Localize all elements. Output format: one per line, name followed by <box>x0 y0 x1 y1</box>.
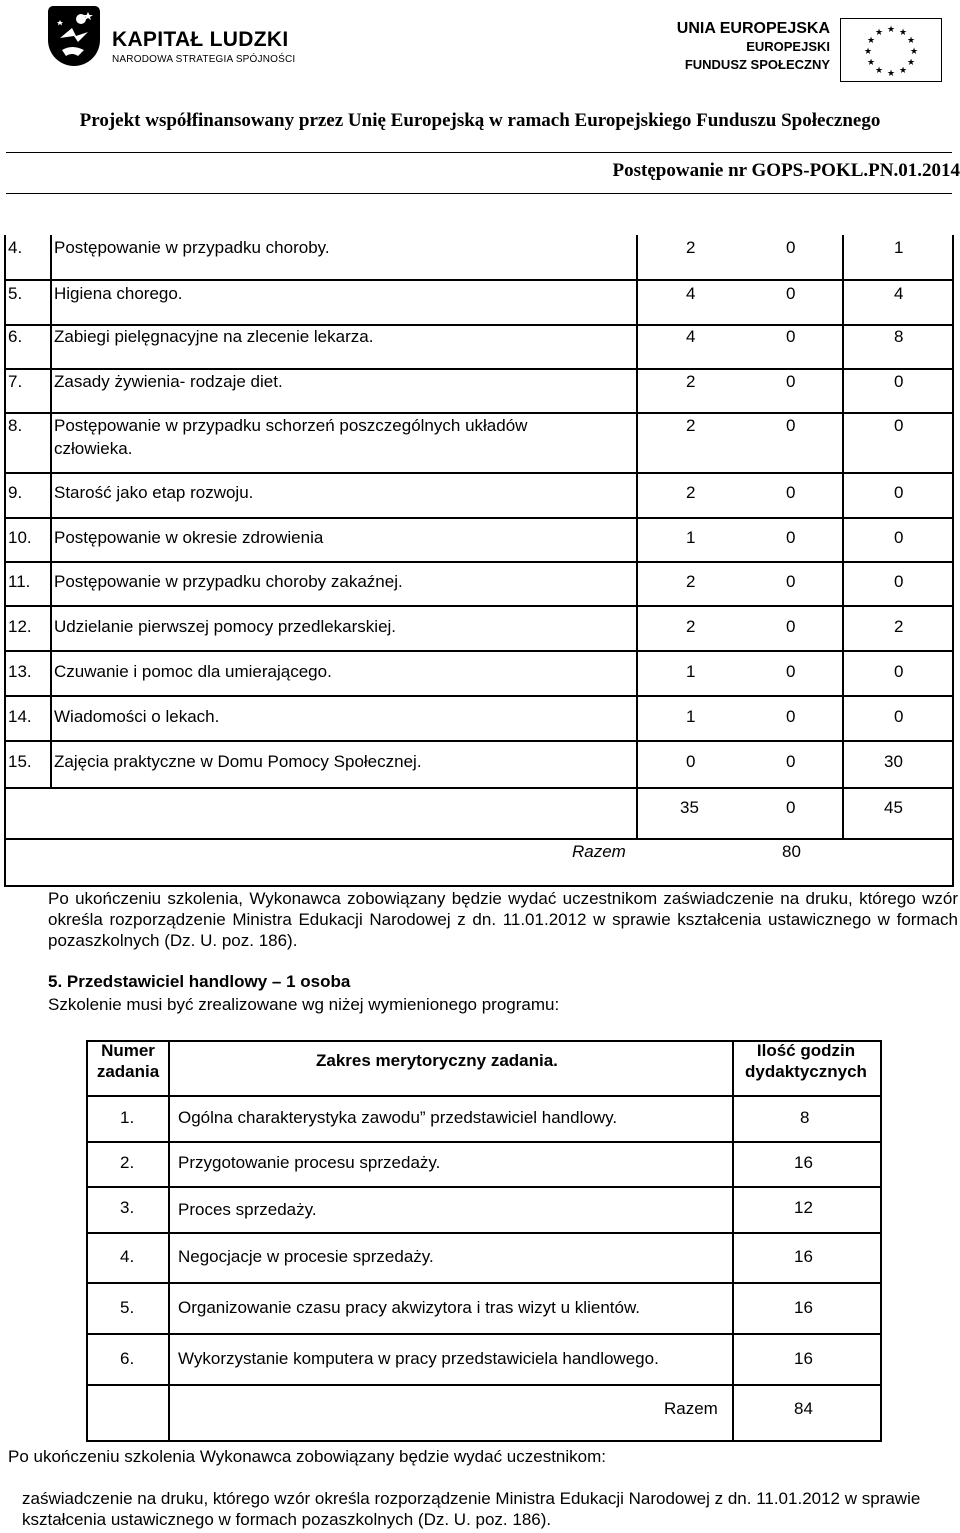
kapital-ludzki-subtitle: NARODOWA STRATEGIA SPÓJNOŚCI <box>112 54 296 65</box>
header-hours: Ilość godzin <box>756 1041 856 1060</box>
row-value-a: 2 <box>686 416 696 435</box>
eu-flag-icon <box>840 18 942 82</box>
row-topic: Postępowanie w okresie zdrowienia <box>54 528 324 547</box>
row-topic: Starość jako etap rozwoju. <box>54 483 254 502</box>
row-topic-continued: człowieka. <box>54 439 133 458</box>
row-value-c: 0 <box>894 528 904 547</box>
total-value: 84 <box>794 1399 813 1418</box>
row-value-b: 0 <box>786 617 796 636</box>
table-row-border <box>4 650 954 652</box>
svg-text:★: ★ <box>874 66 884 76</box>
row-value-c: 4 <box>894 284 904 303</box>
table-row-border <box>86 1095 882 1097</box>
subtotal-b: 0 <box>786 798 796 817</box>
row-topic: Higiena chorego. <box>54 284 183 303</box>
row-number: 10. <box>8 528 32 547</box>
table-row-border <box>4 517 954 519</box>
svg-text:★: ★ <box>863 47 873 57</box>
certificate-note: Po ukończeniu szkolenia, Wykonawca zobowiązany będzie wydać uczestnikom zaświadczenie na druku, którego wzór określa rozporządzenie Ministra Edukacji Narodowej z dn. 11.01.2012 w sprawie kształcenia ustawicznego w formach pozaszkolnych (Dz. U. poz. 186). <box>48 889 958 950</box>
header-number-2: zadania <box>96 1062 160 1081</box>
row-number: 6. <box>8 327 23 346</box>
table-row-border <box>4 472 954 474</box>
row-value-a: 1 <box>686 662 696 681</box>
row-value-c: 0 <box>894 416 904 435</box>
row-value-c: 0 <box>894 662 904 681</box>
row-value-c: 30 <box>884 752 903 771</box>
svg-text:★: ★ <box>909 47 919 57</box>
row-value-a: 2 <box>686 483 696 502</box>
row-value-a: 2 <box>686 572 696 591</box>
row-topic: Zajęcia praktyczne w Domu Pomocy Społecznej. <box>54 752 422 771</box>
eu-logo-line3: FUNDUSZ SPOŁECZNY <box>684 57 830 72</box>
table-row-border <box>4 787 954 789</box>
row-value-a: 2 <box>686 617 696 636</box>
row-topic: Ogólna charakterystyka zawodu” przedstawiciel handlowy. <box>178 1108 618 1127</box>
header-divider <box>6 152 952 153</box>
row-number: 4. <box>8 238 23 257</box>
table-row-border <box>4 695 954 697</box>
table-row-border <box>86 1186 882 1188</box>
table-row-border <box>86 1282 882 1284</box>
row-number: 1. <box>120 1108 135 1127</box>
eu-logo-text <box>677 20 830 74</box>
row-value-b: 0 <box>786 483 796 502</box>
row-topic: Proces sprzedaży. <box>178 1200 317 1219</box>
row-hours: 8 <box>800 1108 810 1127</box>
header-hours-2: dydaktycznych <box>745 1062 867 1081</box>
eu-logo-line1: UNIA EUROPEJSKA <box>676 20 830 37</box>
row-topic: Wykorzystanie komputera w pracy przedstawiciela handlowego. <box>178 1349 659 1368</box>
table-border <box>732 1040 734 1442</box>
table-row-border <box>4 740 954 742</box>
kapital-ludzki-logo <box>40 4 300 70</box>
row-value-b: 0 <box>786 327 796 346</box>
svg-text:★: ★ <box>866 58 876 68</box>
svg-text:★: ★ <box>874 28 884 38</box>
svg-text:★: ★ <box>906 58 916 68</box>
sales-program-table <box>86 1040 882 1440</box>
row-value-b: 0 <box>786 752 796 771</box>
subtotal-a: 35 <box>680 798 699 817</box>
row-number: 5. <box>120 1298 135 1317</box>
header-topic: Zakres merytoryczny zadania. <box>316 1051 558 1070</box>
table-row-border <box>86 1141 882 1143</box>
row-number: 6. <box>120 1349 135 1368</box>
total-label: Razem <box>572 842 626 861</box>
row-topic: Postępowanie w przypadku choroby zakaźnej. <box>54 572 403 591</box>
table-row-border <box>86 1440 882 1442</box>
table-border <box>880 1040 882 1442</box>
svg-text:★: ★ <box>898 66 908 76</box>
total-label: Razem <box>664 1399 718 1418</box>
svg-text:★: ★ <box>906 36 916 46</box>
row-value-b: 0 <box>786 707 796 726</box>
row-topic: Zasady żywienia- rodzaje diet. <box>54 372 283 391</box>
header-number: Numer <box>101 1041 155 1060</box>
svg-text:★: ★ <box>886 25 896 35</box>
table-row-border <box>4 368 954 370</box>
row-number: 8. <box>8 416 23 435</box>
row-topic: Wiadomości o lekach. <box>54 707 220 726</box>
row-value-c: 2 <box>894 617 904 636</box>
row-value-a: 0 <box>686 752 696 771</box>
row-number: 2. <box>120 1153 135 1172</box>
row-topic: Postępowanie w przypadku schorzeń poszczególnych układów <box>54 416 528 435</box>
row-number: 15. <box>8 752 32 771</box>
row-topic: Organizowanie czasu pracy akwizytora i tras wizyt u klientów. <box>178 1298 641 1317</box>
footer-note-body: zaświadczenie na druku, którego wzór określa rozporządzenie Ministra Edukacji Narodowej z dn. 11.01.2012 w sprawie kształcenia ustawicznego w formach pozaszkolnych (Dz. U. poz. 186). <box>22 1489 921 1529</box>
row-number: 5. <box>8 284 23 303</box>
row-value-c: 0 <box>894 372 904 391</box>
table-row-border <box>86 1384 882 1386</box>
course-plan-table <box>6 235 956 887</box>
row-topic: Negocjacje w procesie sprzedaży. <box>178 1247 434 1266</box>
row-value-b: 0 <box>786 372 796 391</box>
total-value: 80 <box>782 842 801 861</box>
row-number: 11. <box>8 572 31 591</box>
header-title: Projekt współfinansowany przez Unię Europejską w ramach Europejskiego Funduszu Społecznego <box>79 110 881 131</box>
table-row-border <box>86 1232 882 1234</box>
row-topic: Postępowanie w przypadku choroby. <box>54 238 330 257</box>
table-border <box>86 1040 88 1442</box>
table-row-border <box>4 838 954 840</box>
row-value-b: 0 <box>786 572 796 591</box>
row-hours: 12 <box>794 1198 813 1217</box>
table-row-border <box>4 412 954 414</box>
row-value-a: 4 <box>686 327 696 346</box>
kapital-ludzki-title: KAPITAŁ LUDZKI <box>112 28 289 51</box>
row-number: 7. <box>8 372 23 391</box>
row-value-b: 0 <box>786 238 796 257</box>
row-value-a: 1 <box>686 707 696 726</box>
eu-logo <box>676 20 950 80</box>
row-value-b: 0 <box>786 284 796 303</box>
subtotal-c: 45 <box>884 798 903 817</box>
row-hours: 16 <box>794 1298 813 1317</box>
row-value-a: 1 <box>686 528 696 547</box>
table-row-border <box>4 279 954 281</box>
kapital-ludzki-emblem-icon <box>48 6 100 66</box>
eu-logo-line2: EUROPEJSKI <box>746 39 830 54</box>
svg-text:★: ★ <box>898 28 908 38</box>
row-value-c: 1 <box>894 238 904 257</box>
row-value-c: 8 <box>894 327 904 346</box>
table-border <box>168 1040 170 1442</box>
row-value-a: 2 <box>686 372 696 391</box>
procedure-number: Postępowanie nr GOPS-POKL.PN.01.2014 <box>612 160 960 181</box>
table-row-border <box>4 885 954 887</box>
row-topic: Udzielanie pierwszej pomocy przedlekarskiej. <box>54 617 397 636</box>
footer-note-intro: Po ukończeniu szkolenia Wykonawca zobowiązany będzie wydać uczestnikom: <box>8 1447 606 1466</box>
row-hours: 16 <box>794 1349 813 1368</box>
row-number: 13. <box>8 662 32 681</box>
row-topic: Zabiegi pielęgnacyjne na zlecenie lekarza. <box>54 327 374 346</box>
row-hours: 16 <box>794 1153 813 1172</box>
table-row-border <box>86 1333 882 1335</box>
row-number: 4. <box>120 1247 135 1266</box>
row-number: 14. <box>8 707 32 726</box>
row-number: 3. <box>120 1198 135 1217</box>
row-value-a: 2 <box>686 238 696 257</box>
row-value-c: 0 <box>894 707 904 726</box>
row-value-b: 0 <box>786 416 796 435</box>
table-row-border <box>4 605 954 607</box>
row-value-b: 0 <box>786 528 796 547</box>
row-value-c: 0 <box>894 572 904 591</box>
row-value-a: 4 <box>686 284 696 303</box>
svg-text:★: ★ <box>866 36 876 46</box>
row-value-b: 0 <box>786 662 796 681</box>
row-number: 9. <box>8 483 23 502</box>
row-topic: Przygotowanie procesu sprzedaży. <box>178 1153 441 1172</box>
row-hours: 16 <box>794 1247 813 1266</box>
header-divider-bottom <box>6 193 952 194</box>
row-value-c: 0 <box>894 483 904 502</box>
section-title: 5. Przedstawiciel handlowy – 1 osoba <box>48 972 351 991</box>
table-border <box>50 235 52 787</box>
section-subtitle: Szkolenie musi być zrealizowane wg niżej wymienionego programu: <box>48 995 560 1014</box>
table-row-border <box>4 561 954 563</box>
svg-text:★: ★ <box>886 69 896 79</box>
row-topic: Czuwanie i pomoc dla umierającego. <box>54 662 332 681</box>
row-number: 12. <box>8 617 32 636</box>
